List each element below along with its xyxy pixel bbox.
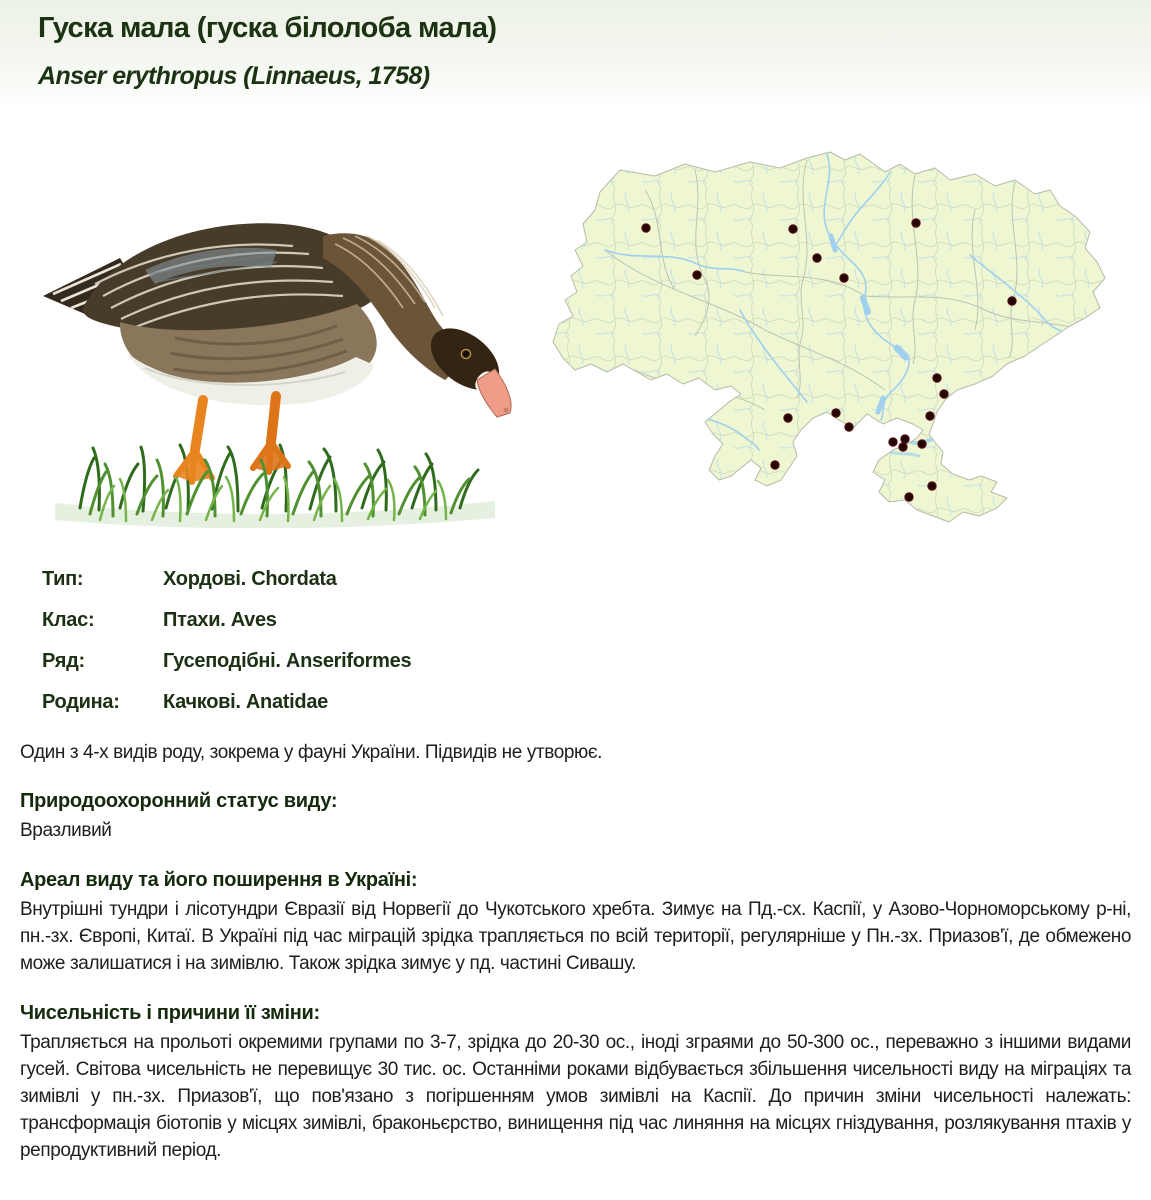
record-dot: [784, 414, 792, 422]
page-header: [0, 0, 1151, 150]
record-dot: [905, 493, 913, 501]
map-image: [545, 150, 1110, 550]
record-dot: [912, 219, 920, 227]
record-dot: [693, 271, 701, 279]
taxonomy-value: Качкові. Anatidae: [163, 691, 328, 713]
intro-text: Один з 4-х видів роду, зокрема у фауні України. Підвидів не утворює.: [20, 742, 603, 763]
page-title: Гуска мала (гуска білолоба мала): [38, 12, 497, 44]
record-dot: [928, 482, 936, 490]
section-text: Трапляється на прольоті окремими групами по 3-7, зрідка до 20-30 ос., іноді зграями до 50-300 ос., переважно з іншими видами гусей. Світова чисельність не перевищує 30 тис. ос. Останніми роками відбувається збільшення чисельності виду на міграціях та зимівлі у пн.-зх. Приазов'ї, що пов'язано з погіршенням умов зимівлі на Каспії. До причин зміни чисельності належать: трансформація біотопів у місцях зимівлі, браконьєрство, винищення під час линяння на місцях гніздування, розлякування птахів у репродуктивний період.: [20, 1032, 1131, 1161]
section-heading: Природоохоронний статус виду:: [20, 790, 338, 812]
sections: [0, 790, 1151, 1164]
scientific-name: Anser erythropus (Linnaeus, 1758): [38, 62, 430, 90]
taxonomy-row: [42, 568, 1151, 591]
section: [20, 790, 1131, 844]
record-dot: [845, 423, 853, 431]
distribution-map: [545, 150, 1110, 555]
taxonomy-row: [42, 691, 1151, 714]
section: [20, 869, 1131, 977]
record-dot: [933, 374, 941, 382]
record-dot: [901, 435, 909, 443]
goose-image: [25, 208, 530, 528]
record-dot: [940, 390, 948, 398]
taxonomy-table: [42, 568, 1151, 714]
record-dot: [926, 412, 934, 420]
section-text: Вразливий: [20, 820, 112, 841]
record-dot: [840, 274, 848, 282]
section-heading: Чисельність і причини її зміни:: [20, 1002, 320, 1024]
record-dot: [789, 225, 797, 233]
record-dot: [813, 254, 821, 262]
figures-row: [0, 150, 1151, 550]
record-dot: [771, 461, 779, 469]
record-dot: [899, 443, 907, 451]
taxonomy-label: Родина:: [42, 691, 120, 713]
taxonomy-value: Гусеподібні. Anseriformes: [163, 650, 412, 672]
section-text: Внутрішні тундри і лісотундри Євразії від Норвегії до Чукотського хребта. Зимує на Пд.-сх. Каспії, у Азово-Чорноморському р-ні, пн.-зх. Європі, Китаї. В Україні під час міграцій зрідка трапляється по всій території, регулярніше у Пн.-зх. Приазов'ї, де обмежено може залишатися і на зимівлю. Також зрідка зимує у пд. частині Сивашу.: [20, 899, 1131, 974]
record-dot: [918, 440, 926, 448]
record-dot: [642, 224, 650, 232]
taxonomy-value: Хордові. Chordata: [163, 568, 337, 590]
record-dot: [889, 438, 897, 446]
taxonomy-label: Ряд:: [42, 650, 85, 672]
goose-illustration: [25, 208, 530, 533]
goose-eye: [463, 351, 469, 357]
record-dot: [832, 409, 840, 417]
taxonomy-label: Тип:: [42, 568, 84, 590]
taxonomy-label: Клас:: [42, 609, 95, 631]
record-dot: [1008, 297, 1016, 305]
section: [20, 1002, 1131, 1164]
section-heading: Ареал виду та його поширення в Україні:: [20, 869, 418, 891]
taxonomy-row: [42, 609, 1151, 632]
taxonomy-row: [42, 650, 1151, 673]
taxonomy-value: Птахи. Aves: [163, 609, 277, 631]
map-texture: [545, 150, 1110, 550]
